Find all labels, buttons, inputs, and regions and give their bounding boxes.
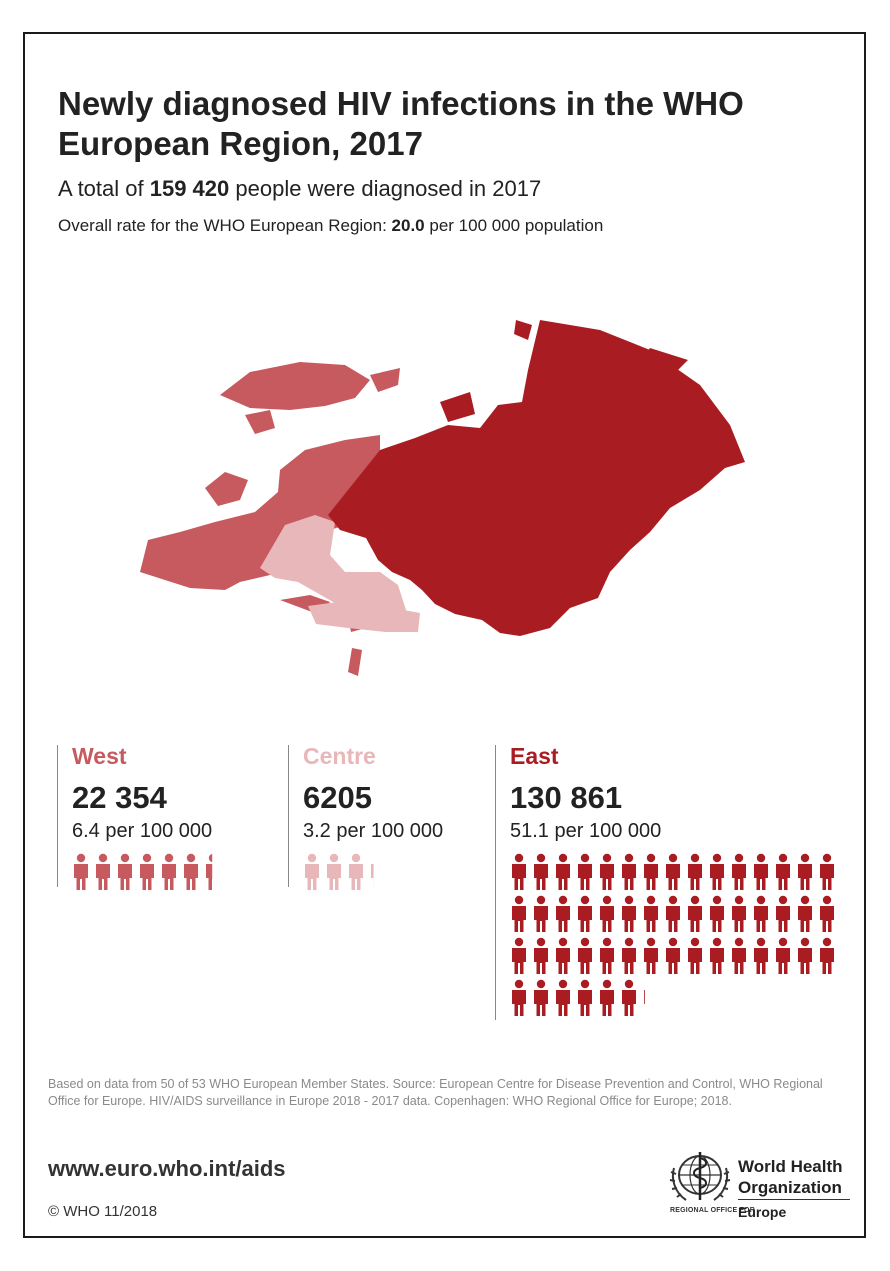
person-icon <box>556 896 570 932</box>
person-icon <box>184 854 198 890</box>
who-emblem-icon <box>668 1148 732 1206</box>
regional-office-europe: Europe <box>738 1204 787 1220</box>
person-icon <box>556 980 570 1016</box>
person-icon <box>534 896 548 932</box>
person-icon <box>688 896 702 932</box>
person-icon <box>578 980 592 1016</box>
person-icon <box>622 896 636 932</box>
person-icon <box>688 938 702 974</box>
person-icon <box>710 938 724 974</box>
person-icon <box>666 854 680 890</box>
person-icon <box>534 980 548 1016</box>
who-name: World Health Organization <box>738 1157 843 1197</box>
person-icon <box>600 854 614 890</box>
total-diagnosed-value: 159 420 <box>149 176 230 201</box>
copyright-notice: © WHO 11/2018 <box>48 1203 158 1220</box>
region-rate: 51.1 per 100 000 <box>510 820 662 842</box>
person-icon <box>622 938 636 974</box>
person-icon <box>820 938 834 974</box>
people-pictogram <box>72 853 226 895</box>
person-icon <box>644 980 658 1016</box>
person-icon <box>754 854 768 890</box>
region-count: 6205 <box>303 780 372 815</box>
people-icons <box>72 853 226 895</box>
person-icon <box>578 938 592 974</box>
person-icon <box>534 854 548 890</box>
person-icon <box>776 854 790 890</box>
person-icon <box>644 896 658 932</box>
person-icon <box>666 896 680 932</box>
person-icon <box>732 896 746 932</box>
person-icon <box>754 938 768 974</box>
person-icon <box>644 854 658 890</box>
person-icon <box>578 854 592 890</box>
person-icon <box>666 938 680 974</box>
person-icon <box>140 854 154 890</box>
total-diagnosed-line: A total of 159 420 people were diagnosed in 2017 <box>58 176 542 201</box>
region-count: 130 861 <box>510 780 623 815</box>
person-icon <box>600 980 614 1016</box>
person-icon <box>754 896 768 932</box>
person-icon <box>600 896 614 932</box>
people-pictogram <box>510 853 840 1021</box>
person-icon <box>512 938 526 974</box>
person-icon <box>578 896 592 932</box>
person-icon <box>732 938 746 974</box>
person-icon <box>556 854 570 890</box>
person-icon <box>512 854 526 890</box>
region-panel-east <box>495 745 840 1020</box>
region-name: West <box>72 743 127 769</box>
person-icon <box>644 938 658 974</box>
person-icon <box>732 854 746 890</box>
region-name: Centre <box>303 743 376 769</box>
person-icon <box>710 896 724 932</box>
who-logo <box>668 1146 853 1226</box>
people-pictogram <box>303 853 391 895</box>
people-icons <box>510 853 840 1021</box>
region-panel-centre <box>288 745 443 887</box>
person-icon <box>118 854 132 890</box>
regional-office-label: REGIONAL OFFICE FOR <box>670 1207 755 1214</box>
region-map <box>130 310 760 690</box>
person-icon <box>96 854 110 890</box>
logo-divider <box>738 1199 850 1200</box>
person-icon <box>556 938 570 974</box>
person-icon <box>534 938 548 974</box>
region-count: 22 354 <box>72 780 167 815</box>
person-icon <box>710 854 724 890</box>
person-icon <box>820 854 834 890</box>
person-icon <box>622 854 636 890</box>
person-icon <box>688 854 702 890</box>
overall-rate-line: Overall rate for the WHO European Region: 20.0 per 100 000 population <box>58 216 604 235</box>
people-icons <box>303 853 443 895</box>
person-icon <box>206 854 220 890</box>
page-title: Newly diagnosed HIV infections in the WHO European Region, 2017 <box>58 85 744 162</box>
person-icon <box>305 854 319 890</box>
person-icon <box>512 896 526 932</box>
region-panel-west <box>57 745 226 887</box>
person-icon <box>820 896 834 932</box>
person-icon <box>349 854 363 890</box>
region-rate: 6.4 per 100 000 <box>72 820 213 842</box>
person-icon <box>74 854 88 890</box>
person-icon <box>512 980 526 1016</box>
region-rate: 3.2 per 100 000 <box>303 820 444 842</box>
person-icon <box>162 854 176 890</box>
overall-rate-value: 20.0 <box>391 216 425 235</box>
person-icon <box>798 938 812 974</box>
region-name: East <box>510 743 559 769</box>
person-icon <box>327 854 341 890</box>
website-link[interactable]: www.euro.who.int/aids <box>48 1156 286 1181</box>
source-footnote: Based on data from 50 of 53 WHO European Member States. Source: European Centre for Disease Prevention and Control, WHO Regional Office for Europe. HIV/AIDS surveillance in Europe 2018 - 2017 data. Copenhagen: WHO Regional Office for Europe; 2018. <box>48 1077 823 1108</box>
person-icon <box>371 854 385 890</box>
person-icon <box>798 896 812 932</box>
person-icon <box>798 854 812 890</box>
person-icon <box>776 938 790 974</box>
person-icon <box>776 896 790 932</box>
person-icon <box>622 980 636 1016</box>
person-icon <box>600 938 614 974</box>
